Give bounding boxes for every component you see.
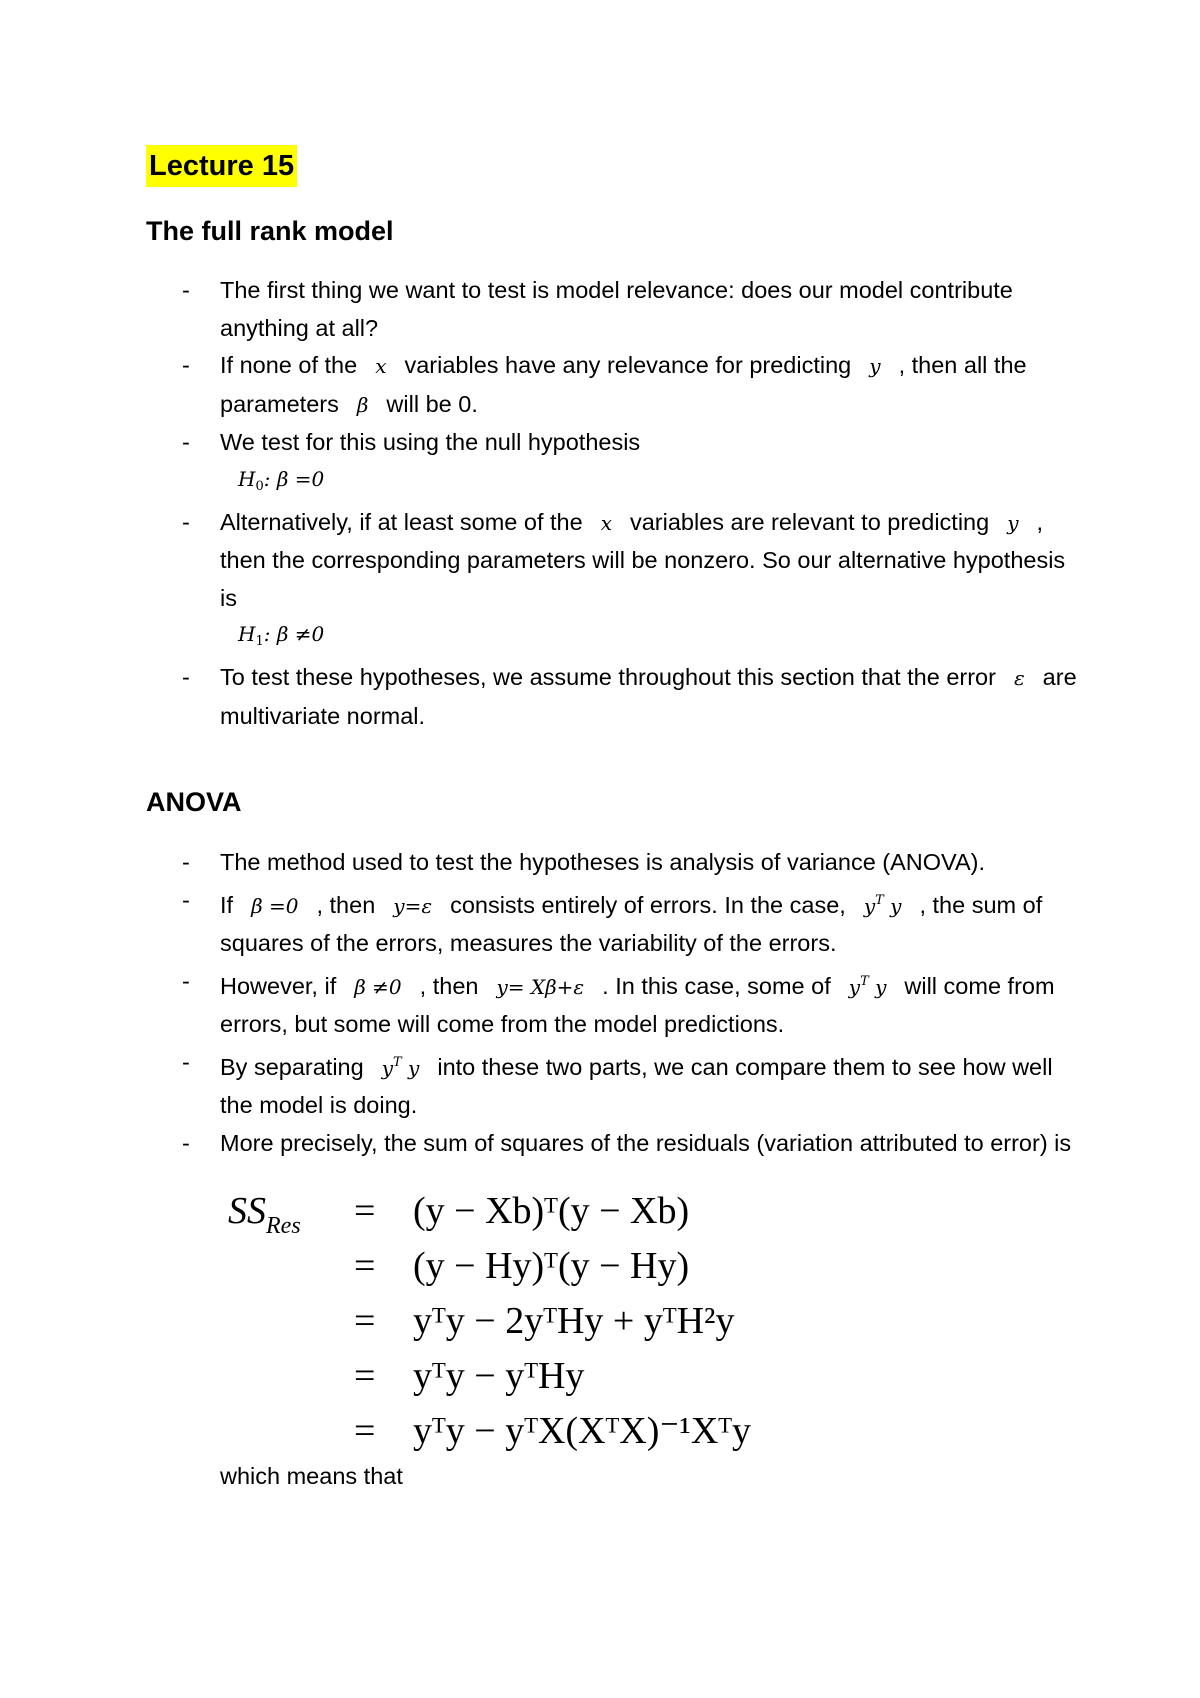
item-text: If none of the: [220, 352, 358, 378]
item-text: To test these hypotheses, we assume throughout this section that the error: [220, 664, 996, 690]
math-y-eq-eps: y=ε: [393, 893, 433, 918]
list-item: [182, 424, 1082, 504]
equation-rhs: yᵀy − yᵀX(XᵀX)⁻¹Xᵀy: [413, 1410, 752, 1452]
list-item: [182, 272, 1082, 347]
dash-marker: -: [182, 886, 190, 913]
dash-marker: -: [182, 967, 190, 994]
equals-sign: =: [354, 1410, 376, 1452]
dash-marker: -: [182, 508, 190, 535]
item-text: The method used to test the hypotheses is analysis of variance (ANOVA).: [220, 849, 986, 875]
dash-marker: -: [182, 849, 190, 875]
item-text: variables have any relevance for predicting: [404, 352, 852, 378]
item-text: , the sum of squares of the errors, measures the variability of the errors.: [220, 891, 1043, 956]
math-y: y: [869, 354, 881, 378]
equation-rhs: (y − Hy)ᵀ(y − Hy): [413, 1245, 690, 1287]
math-yty: $y^T$ y: [863, 892, 902, 918]
item-text: If: [220, 891, 234, 918]
section-heading-anova: ANOVA: [146, 787, 242, 817]
item-text: , then: [419, 972, 479, 999]
equals-sign: =: [354, 1245, 376, 1287]
math-x: x: [375, 354, 387, 378]
list-item: [182, 844, 1082, 882]
dash-marker: -: [182, 352, 190, 378]
math-beta-zero: β =0: [251, 893, 299, 918]
math-beta-nonzero: β ≠0: [354, 974, 402, 999]
equals-sign: =: [354, 1355, 376, 1397]
bullet-list-full-rank: [182, 272, 1082, 735]
list-item: [182, 1044, 1082, 1125]
item-text: , then: [316, 891, 376, 918]
list-item: [182, 1125, 1082, 1163]
equals-sign: =: [354, 1190, 376, 1232]
bullet-list-anova: [182, 844, 1082, 1162]
ss-res-lhs: $SS_{Res}$: [228, 1190, 301, 1239]
math-yty: $y^T$ y: [381, 1054, 420, 1080]
math-beta: β: [356, 392, 369, 417]
null-hypothesis: $H_0$: β =0: [238, 466, 325, 494]
math-y: y: [1007, 510, 1019, 535]
dash-marker: -: [182, 1129, 190, 1156]
lecture-title: Lecture 15: [146, 145, 297, 187]
math-x: x: [600, 510, 612, 535]
item-text: , then the corresponding parameters will be nonzero. So our alternative hypothesis is: [220, 508, 1066, 611]
item-text: consists entirely of errors. In the case,: [450, 891, 846, 918]
item-text: . In this case, some of: [602, 972, 831, 999]
equals-sign: =: [354, 1300, 376, 1342]
equation-rhs: yᵀy − yᵀHy: [413, 1355, 585, 1397]
list-item: [182, 347, 1082, 424]
item-text: By separating: [220, 1053, 364, 1080]
dash-marker: -: [182, 664, 190, 690]
math-yty: $y^T$ y: [848, 973, 887, 999]
dash-marker: -: [182, 1048, 190, 1075]
math-model: y= Xβ+ε: [496, 974, 585, 999]
item-text: We test for this using the null hypothesis: [220, 429, 641, 455]
list-item: [182, 963, 1082, 1044]
item-text: The first thing we want to test is model relevance: does our model contribute anything at all?: [220, 277, 1013, 341]
list-item: [182, 504, 1082, 660]
list-item: [182, 659, 1082, 735]
item-text: will come from errors, but some will come from the model predictions.: [220, 972, 1055, 1037]
item-text: into these two parts, we can compare them to see how well the model is doing.: [220, 1053, 1053, 1118]
item-text: However, if: [220, 972, 337, 999]
list-item: [182, 882, 1082, 963]
item-text: Alternatively, if at least some of the: [220, 508, 583, 535]
equation-rhs: yᵀy − 2yᵀHy + yᵀH²y: [413, 1300, 735, 1342]
item-text: are multivariate normal.: [220, 664, 1077, 729]
dash-marker: -: [182, 277, 190, 303]
item-text: variables are relevant to predicting: [629, 508, 990, 535]
dash-marker: -: [182, 429, 190, 455]
item-text: More precisely, the sum of squares of the residuals (variation attributed to error) is: [220, 1129, 1072, 1156]
item-text: will be 0.: [386, 390, 478, 417]
math-epsilon: ε: [1013, 666, 1025, 690]
section-heading-full-rank: The full rank model: [146, 216, 394, 246]
equation-rhs: (y − Xb)ᵀ(y − Xb): [413, 1190, 690, 1232]
item-text: , then all the parameters: [220, 352, 1027, 417]
closing-text: which means that: [220, 1463, 403, 1489]
alternative-hypothesis: $H_1$: β ≠0: [238, 622, 325, 649]
